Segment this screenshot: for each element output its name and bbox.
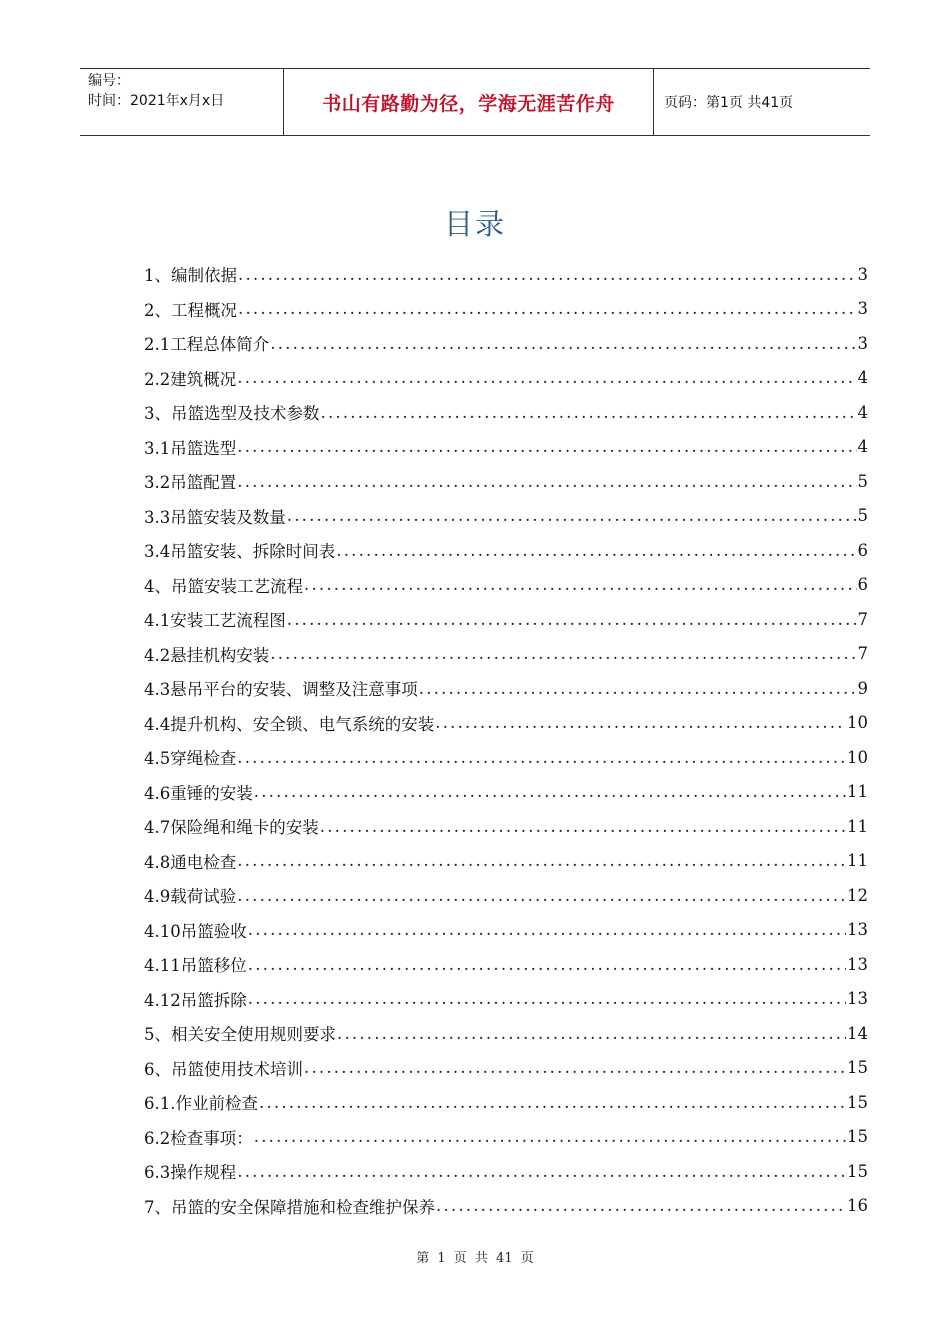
toc-dot-leader (435, 713, 846, 732)
toc-dot-leader (259, 1093, 846, 1112)
toc-dot-leader (248, 920, 846, 939)
toc-entry[interactable] (144, 430, 868, 465)
toc-dot-leader (270, 644, 856, 663)
toc-entry-label: 5、相关安全使用规则要求 (144, 1025, 336, 1045)
toc-entry[interactable] (144, 395, 868, 430)
toc-entry-label: 4.9载荷试验 (144, 887, 237, 907)
toc-entry-label: 3.2吊篮配置 (144, 473, 237, 493)
toc-entry[interactable] (144, 292, 868, 327)
toc-dot-leader (237, 748, 846, 767)
toc-entry[interactable] (144, 637, 868, 672)
toc-dot-leader (336, 541, 856, 560)
toc-entry-label: 4.12吊篮拆除 (144, 990, 247, 1010)
toc-entry-page: 6 (857, 540, 868, 560)
toc-entry-label: 3、吊篮选型及技术参数 (144, 404, 320, 424)
toc-title: 目录 (443, 207, 506, 241)
toc-entry-label: 3.1吊篮选型 (144, 438, 237, 458)
toc-dot-leader (321, 403, 857, 422)
toc-entry-label: 4.5穿绳检查 (144, 749, 237, 769)
toc-dot-leader (238, 299, 857, 318)
toc-entry-page: 13 (847, 920, 868, 940)
toc-dot-leader (254, 1127, 846, 1146)
toc-dot-leader (287, 610, 857, 629)
toc-entry[interactable] (144, 982, 868, 1017)
toc-entry-label: 4.10吊篮验收 (144, 921, 247, 941)
toc-entry-label: 2.2建筑概况 (144, 369, 237, 389)
toc-dot-leader (237, 472, 856, 491)
toc-entry-page: 3 (857, 333, 868, 353)
toc-entry-label: 6.3操作规程 (144, 1163, 237, 1183)
toc-dot-leader (270, 334, 856, 353)
toc-entry-page: 4 (857, 437, 868, 457)
toc-entry[interactable] (144, 878, 868, 913)
toc-dot-leader (237, 886, 846, 905)
toc-entry-label: 4.3悬吊平台的安装、调整及注意事项 (144, 680, 418, 700)
page-footer: 第 1 页 共 41 页 (416, 1251, 534, 1266)
toc-entry-label: 2、工程概况 (144, 300, 237, 320)
toc-entry-label: 7、吊篮的安全保障措施和检查维护保养 (144, 1197, 435, 1217)
toc-entry-page: 15 (847, 1127, 868, 1147)
toc-entry-label: 4.7保险绳和绳卡的安装 (144, 818, 319, 838)
toc-entry-label: 1、编制依据 (144, 266, 237, 286)
toc-entry[interactable] (144, 361, 868, 396)
toc-entry[interactable] (144, 464, 868, 499)
toc-entry-label: 2.1工程总体简介 (144, 335, 270, 355)
header-motto-cell (283, 69, 654, 135)
toc-entry-page: 3 (857, 264, 868, 284)
toc-entry-page: 16 (847, 1196, 868, 1216)
toc-entry[interactable] (144, 740, 868, 775)
toc-entry-page: 10 (847, 747, 868, 767)
toc-dot-leader (254, 782, 846, 801)
toc-entry-page: 4 (857, 402, 868, 422)
toc-dot-leader (304, 1058, 846, 1077)
toc-entry-label: 4.11吊篮移位 (144, 956, 247, 976)
header-motto: 书山有路勤为径，学海无涯苦作舟 (322, 92, 615, 115)
toc-entry-label: 4.2悬挂机构安装 (144, 645, 270, 665)
page-header (80, 68, 870, 136)
toc-entry-page: 11 (847, 782, 868, 802)
toc-dot-leader (238, 265, 857, 284)
toc-dot-leader (248, 955, 846, 974)
toc-entry-label: 6.2检查事项： (144, 1128, 253, 1148)
toc-dot-leader (436, 1196, 846, 1215)
toc-entry-page: 13 (847, 954, 868, 974)
header-meta (80, 69, 283, 135)
toc-entry[interactable] (144, 533, 868, 568)
toc-dot-leader (337, 1024, 846, 1043)
toc-entry-page: 7 (857, 609, 868, 629)
toc-entry[interactable] (144, 568, 868, 603)
toc-entry-label: 3.3吊篮安装及数量 (144, 507, 286, 527)
toc-entry[interactable] (144, 326, 868, 361)
toc-entry-label: 4.8通电检查 (144, 852, 237, 872)
toc-dot-leader (237, 368, 856, 387)
toc-entry-page: 15 (847, 1058, 868, 1078)
toc-entry-page: 11 (847, 816, 868, 836)
toc-entry[interactable] (144, 499, 868, 534)
document-number-label: 编号： (88, 73, 130, 89)
toc-entry[interactable] (144, 1154, 868, 1189)
toc-entry[interactable] (144, 1120, 868, 1155)
toc-entry-page: 5 (857, 471, 868, 491)
toc-dot-leader (287, 506, 857, 525)
toc-entry-page: 15 (847, 1092, 868, 1112)
toc-dot-leader (237, 437, 856, 456)
document-time-label: 时间：2021年x月x日 (88, 93, 225, 109)
toc-entry[interactable] (144, 913, 868, 948)
toc-entry[interactable] (144, 257, 868, 292)
toc-entry-page: 3 (857, 299, 868, 319)
toc-entry[interactable] (144, 602, 868, 637)
toc-entry-page: 6 (857, 575, 868, 595)
toc-entry-page: 9 (857, 678, 868, 698)
toc-entry-page: 15 (847, 1161, 868, 1181)
toc-entry[interactable] (144, 844, 868, 879)
header-page-info-cell (654, 69, 870, 135)
toc-entry-label: 4.4提升机构、安全锁、电气系统的安装 (144, 714, 435, 734)
toc-dot-leader (419, 679, 857, 698)
toc-entry-page: 5 (857, 506, 868, 526)
toc-entry-page: 14 (847, 1023, 868, 1043)
toc-entry[interactable] (144, 775, 868, 810)
toc-entry-label: 6、吊篮使用技术培训 (144, 1059, 303, 1079)
toc-entry-label: 4.6重锤的安装 (144, 783, 253, 803)
toc-entry-label: 6.1.作业前检查 (144, 1094, 258, 1114)
toc-dot-leader (248, 989, 846, 1008)
toc-entry[interactable] (144, 1189, 868, 1224)
toc-entry[interactable] (144, 1051, 868, 1086)
toc-entry[interactable] (144, 1085, 868, 1120)
toc-entry-label: 3.4吊篮安装、拆除时间表 (144, 542, 336, 562)
toc-entry[interactable] (144, 1016, 868, 1051)
toc-entry-page: 4 (857, 368, 868, 388)
toc-entry-page: 7 (857, 644, 868, 664)
toc-entry[interactable] (144, 671, 868, 706)
toc-entry-label: 4.1安装工艺流程图 (144, 611, 286, 631)
toc-dot-leader (320, 817, 846, 836)
toc-dot-leader (237, 1162, 846, 1181)
toc-entry-label: 4、吊篮安装工艺流程 (144, 576, 303, 596)
header-page-info: 页码：第1页 共41页 (664, 95, 794, 111)
toc-entry-page: 11 (847, 851, 868, 871)
table-of-contents (144, 257, 868, 1223)
toc-dot-leader (237, 851, 846, 870)
toc-entry-page: 13 (847, 989, 868, 1009)
toc-entry[interactable] (144, 947, 868, 982)
toc-entry[interactable] (144, 809, 868, 844)
toc-entry-page: 10 (847, 713, 868, 733)
toc-dot-leader (304, 575, 857, 594)
toc-entry[interactable] (144, 706, 868, 741)
toc-entry-page: 12 (847, 885, 868, 905)
